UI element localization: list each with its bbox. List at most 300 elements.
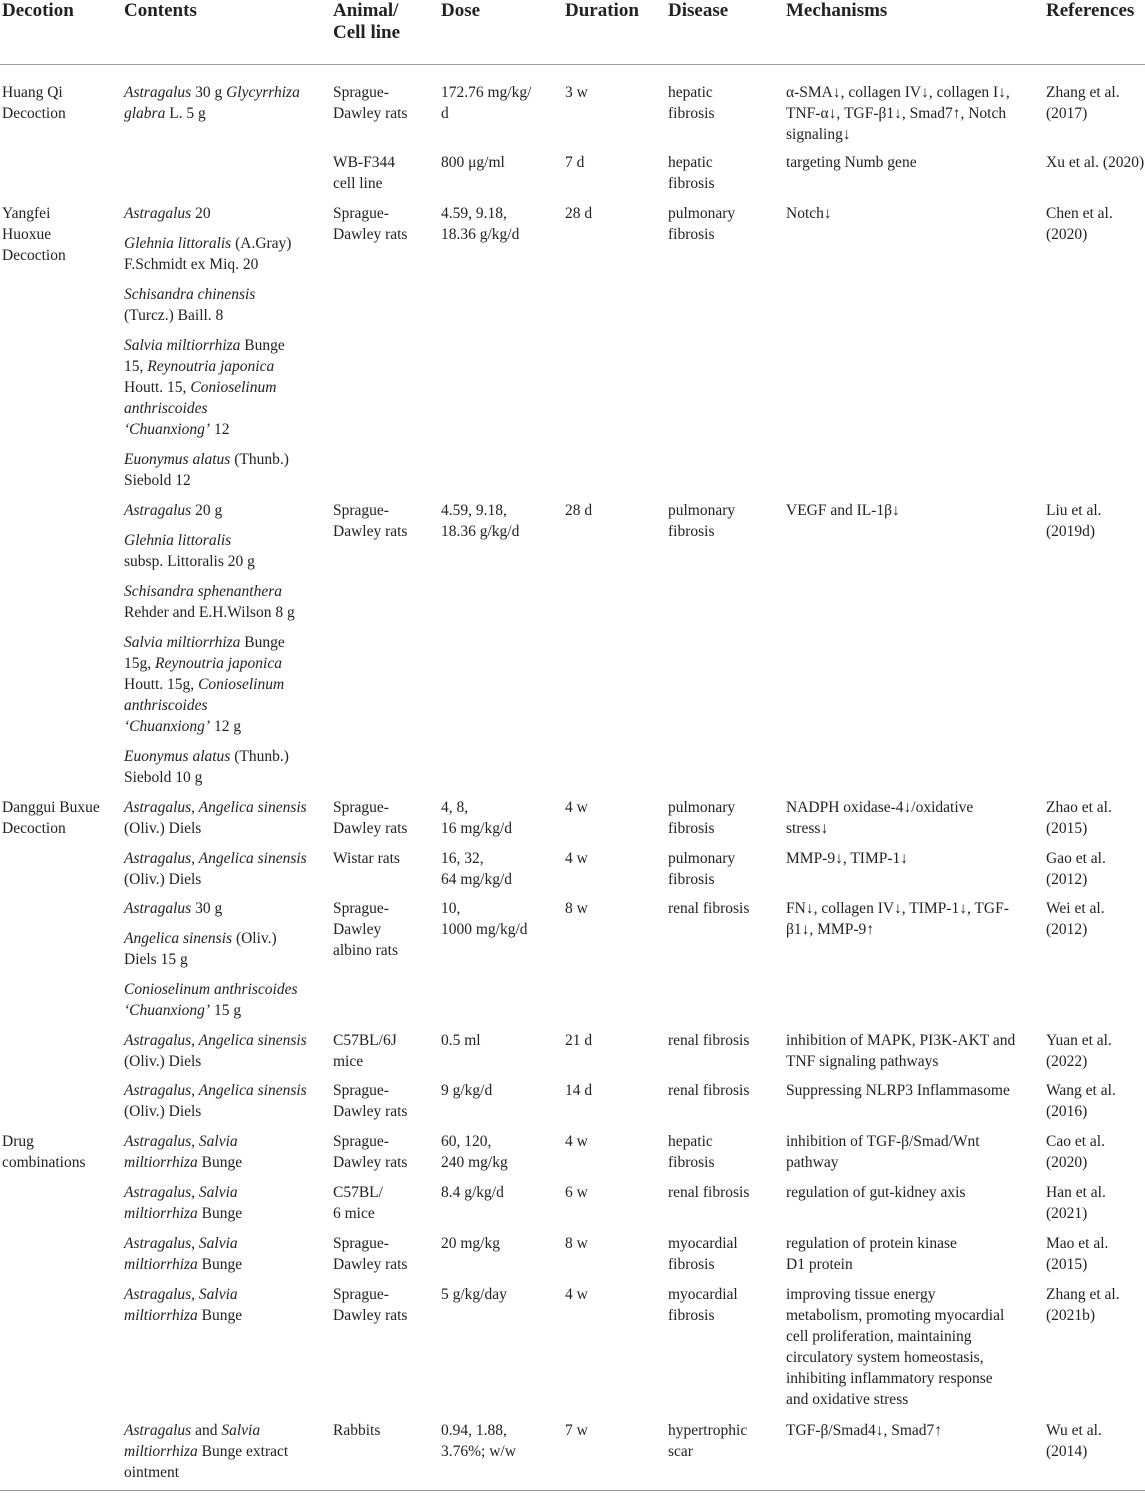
contents-text: (Oliv.) Diels bbox=[124, 820, 202, 837]
header-contents: Contents bbox=[124, 0, 197, 21]
animal-cell-line: Dawley rats bbox=[333, 1154, 408, 1171]
mechanisms-cell bbox=[786, 797, 1032, 839]
references-cell bbox=[1046, 203, 1145, 245]
mechanisms-cell-line: inhibiting inflammatory response bbox=[786, 1370, 993, 1387]
species-name: miltiorrhiza bbox=[124, 1256, 198, 1273]
duration-cell bbox=[565, 152, 657, 173]
animal-cell bbox=[333, 500, 429, 542]
animal-cell-line: Dawley rats bbox=[333, 1307, 408, 1324]
contents-cell bbox=[124, 1131, 320, 1173]
references-cell bbox=[1046, 152, 1145, 173]
decotion-cell-line: Yangfei bbox=[2, 205, 51, 222]
disease-cell-line: renal fibrosis bbox=[668, 1184, 750, 1201]
references-cell-line: (2021) bbox=[1046, 1205, 1088, 1222]
references-cell-line: (2020) bbox=[1046, 1154, 1088, 1171]
dose-cell bbox=[441, 203, 553, 245]
mechanisms-cell-line: regulation of protein kinase bbox=[786, 1235, 957, 1252]
references-cell-line: Zhang et al. bbox=[1046, 1286, 1120, 1303]
animal-cell bbox=[333, 898, 429, 961]
references-cell-line: (2015) bbox=[1046, 1256, 1088, 1273]
species-name: Conioselinum anthriscoides bbox=[124, 981, 298, 998]
duration-cell-line: 28 d bbox=[565, 205, 593, 222]
duration-cell-line: 4 w bbox=[565, 850, 588, 867]
species-name: Salvia miltiorrhiza bbox=[124, 337, 241, 354]
contents-item bbox=[124, 1233, 320, 1275]
references-cell bbox=[1046, 82, 1145, 124]
references-cell-line: (2015) bbox=[1046, 820, 1088, 837]
species-name: Astragalus, Angelica sinensis bbox=[124, 1082, 307, 1099]
disease-cell bbox=[668, 1080, 776, 1101]
references-cell-line: Wu et al. bbox=[1046, 1422, 1102, 1439]
dose-cell-line: 240 mg/kg bbox=[441, 1154, 508, 1171]
contents-text: 12 bbox=[210, 421, 230, 438]
mechanisms-cell-line: α-SMA↓, collagen IV↓, collagen I↓, bbox=[786, 84, 1010, 101]
contents-text: Bunge bbox=[197, 1256, 243, 1273]
species-name: Schisandra sphenanthera bbox=[124, 583, 283, 600]
disease-cell-line: hepatic bbox=[668, 84, 713, 101]
references-cell-line: Chen et al. bbox=[1046, 205, 1113, 222]
duration-cell bbox=[565, 1030, 657, 1051]
duration-cell-line: 4 w bbox=[565, 799, 588, 816]
references-cell bbox=[1046, 1080, 1145, 1122]
decotion-cell bbox=[2, 82, 114, 124]
contents-item bbox=[124, 1420, 320, 1483]
references-cell-line: (2017) bbox=[1046, 105, 1088, 122]
animal-cell-line: C57BL/ bbox=[333, 1184, 383, 1201]
disease-cell-line: pulmonary bbox=[668, 850, 736, 867]
contents-item bbox=[124, 284, 320, 326]
species-name: Astragalus, Salvia bbox=[124, 1235, 238, 1252]
animal-cell-line: Dawley rats bbox=[333, 820, 408, 837]
duration-cell-line: 14 d bbox=[565, 1082, 593, 1099]
decotion-cell bbox=[2, 1131, 114, 1173]
contents-text: L. 5 g bbox=[165, 105, 206, 122]
mechanisms-cell-line: VEGF and IL-1β↓ bbox=[786, 502, 900, 519]
dose-cell bbox=[441, 1284, 553, 1305]
contents-text: Diels 15 g bbox=[124, 951, 188, 968]
animal-cell-line: Dawley rats bbox=[333, 1256, 408, 1273]
disease-cell-line: myocardial bbox=[668, 1235, 738, 1252]
duration-cell-line: 7 w bbox=[565, 1422, 588, 1439]
mechanisms-cell-line: pathway bbox=[786, 1154, 839, 1171]
references-cell bbox=[1046, 1233, 1145, 1275]
dose-cell bbox=[441, 898, 553, 940]
references-cell-line: (2020) bbox=[1046, 226, 1088, 243]
dose-cell bbox=[441, 797, 553, 839]
references-cell-line: Gao et al. bbox=[1046, 850, 1106, 867]
disease-cell bbox=[668, 1131, 776, 1173]
disease-cell bbox=[668, 1030, 776, 1051]
contents-text: 15, bbox=[124, 358, 148, 375]
references-cell-line: Zhang et al. bbox=[1046, 84, 1120, 101]
species-name: ‘Chuanxiong’ bbox=[124, 421, 211, 438]
duration-cell bbox=[565, 1080, 657, 1101]
contents-text: ointment bbox=[124, 1464, 180, 1481]
duration-cell-line: 21 d bbox=[565, 1032, 593, 1049]
contents-item bbox=[124, 928, 320, 970]
dose-cell-line: 5 g/kg/day bbox=[441, 1286, 507, 1303]
contents-cell bbox=[124, 898, 320, 1021]
disease-cell-line: renal fibrosis bbox=[668, 1032, 750, 1049]
references-cell-line: (2012) bbox=[1046, 921, 1088, 938]
contents-item bbox=[124, 746, 320, 788]
animal-cell-line: Dawley rats bbox=[333, 1103, 408, 1120]
disease-cell-line: fibrosis bbox=[668, 1256, 715, 1273]
mechanisms-cell bbox=[786, 1182, 1032, 1203]
disease-cell-line: hepatic bbox=[668, 1133, 713, 1150]
species-name: Astragalus bbox=[124, 84, 192, 101]
contents-cell bbox=[124, 1284, 320, 1326]
animal-cell bbox=[333, 797, 429, 839]
references-cell bbox=[1046, 1284, 1145, 1326]
contents-text: Bunge bbox=[197, 1205, 243, 1222]
contents-item bbox=[124, 500, 320, 521]
header-dose: Dose bbox=[441, 0, 481, 21]
contents-cell bbox=[124, 1182, 320, 1224]
contents-item bbox=[124, 632, 320, 737]
species-name: Reynoutria japonica bbox=[147, 358, 275, 375]
contents-cell bbox=[124, 1080, 320, 1122]
animal-cell-line: Sprague- bbox=[333, 502, 389, 519]
references-cell-line: Yuan et al. bbox=[1046, 1032, 1112, 1049]
species-name: ‘Chuanxiong’ bbox=[124, 718, 211, 735]
references-cell-line: Mao et al. bbox=[1046, 1235, 1109, 1252]
mechanisms-cell bbox=[786, 82, 1032, 145]
animal-cell bbox=[333, 1233, 429, 1275]
animal-cell-line: Dawley bbox=[333, 921, 382, 938]
table-bottom-rule bbox=[0, 1490, 1145, 1491]
references-cell-line: Wang et al. bbox=[1046, 1082, 1116, 1099]
mechanisms-cell-line: and oxidative stress bbox=[786, 1391, 909, 1408]
animal-cell-line: Rabbits bbox=[333, 1422, 381, 1439]
disease-cell bbox=[668, 203, 776, 245]
species-name: Schisandra chinensis bbox=[124, 286, 256, 303]
animal-cell bbox=[333, 1030, 429, 1072]
animal-cell-line: Sprague- bbox=[333, 1286, 389, 1303]
disease-cell bbox=[668, 1182, 776, 1203]
contents-text: 20 bbox=[191, 205, 211, 222]
duration-cell bbox=[565, 500, 657, 521]
mechanisms-cell bbox=[786, 1284, 1032, 1410]
duration-cell-line: 28 d bbox=[565, 502, 593, 519]
dose-cell-line: 16 mg/kg/d bbox=[441, 820, 513, 837]
animal-cell bbox=[333, 1080, 429, 1122]
mechanisms-cell-line: inhibition of MAPK, PI3K-AKT and bbox=[786, 1032, 1016, 1049]
dose-cell-line: 172.76 mg/kg/ bbox=[441, 84, 532, 101]
dose-cell-line: 16, 32, bbox=[441, 850, 484, 867]
dose-cell-line: 0.94, 1.88, bbox=[441, 1422, 507, 1439]
contents-cell bbox=[124, 1233, 320, 1275]
mechanisms-cell bbox=[786, 1131, 1032, 1173]
references-cell bbox=[1046, 797, 1145, 839]
animal-cell-line: Sprague- bbox=[333, 1133, 389, 1150]
disease-cell bbox=[668, 848, 776, 890]
disease-cell-line: renal fibrosis bbox=[668, 900, 750, 917]
decotion-cell bbox=[2, 203, 114, 266]
species-name: Salvia bbox=[221, 1422, 261, 1439]
animal-cell bbox=[333, 848, 429, 869]
mechanisms-cell-line: Notch↓ bbox=[786, 205, 832, 222]
dose-cell bbox=[441, 1182, 553, 1203]
disease-cell-line: scar bbox=[668, 1443, 693, 1460]
duration-cell bbox=[565, 898, 657, 919]
contents-item bbox=[124, 848, 320, 890]
contents-text: (Thunb.) bbox=[230, 748, 289, 765]
animal-cell-line: Dawley rats bbox=[333, 105, 408, 122]
dose-cell-line: 10, bbox=[441, 900, 461, 917]
dose-cell bbox=[441, 82, 553, 124]
decotion-cell-line: combinations bbox=[2, 1154, 86, 1171]
animal-cell-line: mice bbox=[333, 1053, 364, 1070]
mechanisms-cell-line: TNF signaling pathways bbox=[786, 1053, 939, 1070]
disease-cell-line: pulmonary bbox=[668, 799, 736, 816]
dose-cell-line: 18.36 g/kg/d bbox=[441, 523, 520, 540]
disease-cell-line: fibrosis bbox=[668, 871, 715, 888]
contents-text: Siebold 12 bbox=[124, 472, 191, 489]
references-cell bbox=[1046, 1182, 1145, 1224]
disease-cell-line: fibrosis bbox=[668, 175, 715, 192]
header-animal-line2: Cell line bbox=[333, 22, 401, 43]
species-name: glabra bbox=[124, 105, 166, 122]
species-name: Astragalus, Salvia bbox=[124, 1133, 238, 1150]
disease-cell-line: fibrosis bbox=[668, 105, 715, 122]
references-cell bbox=[1046, 898, 1145, 940]
contents-text: Rehder and E.H.Wilson 8 g bbox=[124, 604, 295, 621]
species-name: miltiorrhiza bbox=[124, 1307, 198, 1324]
duration-cell bbox=[565, 82, 657, 103]
dose-cell-line: 8.4 g/kg/d bbox=[441, 1184, 504, 1201]
contents-item bbox=[124, 898, 320, 919]
contents-text: and bbox=[191, 1422, 222, 1439]
mechanisms-cell-line: inhibition of TGF-β/Smad/Wnt bbox=[786, 1133, 980, 1150]
mechanisms-cell bbox=[786, 203, 1032, 224]
animal-cell-line: Wistar rats bbox=[333, 850, 400, 867]
contents-item bbox=[124, 449, 320, 491]
references-cell-line: (2016) bbox=[1046, 1103, 1088, 1120]
references-cell-line: Liu et al. bbox=[1046, 502, 1102, 519]
contents-item bbox=[124, 335, 320, 440]
contents-cell bbox=[124, 500, 320, 788]
disease-cell bbox=[668, 82, 776, 124]
contents-text: 15g, bbox=[124, 655, 155, 672]
species-name: Astragalus, Angelica sinensis bbox=[124, 1032, 307, 1049]
species-name: Astragalus bbox=[124, 502, 192, 519]
animal-cell bbox=[333, 1284, 429, 1326]
duration-cell bbox=[565, 1420, 657, 1441]
duration-cell-line: 8 w bbox=[565, 900, 588, 917]
contents-text: (Oliv.) Diels bbox=[124, 1053, 202, 1070]
header-disease: Disease bbox=[668, 0, 729, 21]
contents-cell bbox=[124, 848, 320, 890]
mechanisms-cell-line: MMP-9↓, TIMP-1↓ bbox=[786, 850, 909, 867]
contents-text: Bunge bbox=[240, 337, 285, 354]
decotion-cell bbox=[2, 797, 114, 839]
references-cell-line: (2021b) bbox=[1046, 1307, 1096, 1324]
references-cell-line: (2022) bbox=[1046, 1053, 1088, 1070]
animal-cell-line: Sprague- bbox=[333, 900, 389, 917]
contents-text: Houtt. 15g, bbox=[124, 676, 199, 693]
mechanisms-cell-line: β1↓, MMP-9↑ bbox=[786, 921, 874, 938]
species-name: Glehnia littoralis bbox=[124, 235, 232, 252]
references-cell-line: Xu et al. (2020) bbox=[1046, 154, 1145, 171]
dose-cell-line: 4.59, 9.18, bbox=[441, 502, 507, 519]
animal-cell bbox=[333, 1131, 429, 1173]
disease-cell bbox=[668, 1233, 776, 1275]
species-name: Conioselinum bbox=[190, 379, 277, 396]
dose-cell-line: 1000 mg/kg/d bbox=[441, 921, 528, 938]
mechanisms-cell bbox=[786, 1420, 1032, 1441]
duration-cell-line: 7 d bbox=[565, 154, 585, 171]
animal-cell-line: Sprague- bbox=[333, 1235, 389, 1252]
species-name: Euonymus alatus bbox=[124, 451, 231, 468]
duration-cell-line: 6 w bbox=[565, 1184, 588, 1201]
references-cell bbox=[1046, 500, 1145, 542]
contents-item bbox=[124, 1284, 320, 1326]
mechanisms-cell-line: FN↓, collagen IV↓, TIMP-1↓, TGF- bbox=[786, 900, 1009, 917]
contents-text: Houtt. 15, bbox=[124, 379, 191, 396]
contents-text: (Oliv.) bbox=[232, 930, 277, 947]
references-cell bbox=[1046, 1131, 1145, 1173]
species-name: Euonymus alatus bbox=[124, 748, 231, 765]
decotion-cell-line: Huang Qi bbox=[2, 84, 63, 101]
species-name: Astragalus bbox=[124, 205, 192, 222]
animal-cell bbox=[333, 1420, 429, 1441]
dose-cell-line: 800 μg/ml bbox=[441, 154, 505, 171]
disease-cell-line: fibrosis bbox=[668, 1307, 715, 1324]
species-name: Astragalus bbox=[124, 900, 192, 917]
header-duration: Duration bbox=[565, 0, 639, 21]
animal-cell-line: WB-F344 bbox=[333, 154, 395, 171]
dose-cell-line: 18.36 g/kg/d bbox=[441, 226, 520, 243]
disease-cell-line: fibrosis bbox=[668, 1154, 715, 1171]
mechanisms-cell bbox=[786, 848, 1032, 869]
references-cell-line: (2012) bbox=[1046, 871, 1088, 888]
animal-cell-line: C57BL/6J bbox=[333, 1032, 397, 1049]
animal-cell-line: Dawley rats bbox=[333, 523, 408, 540]
contents-item bbox=[124, 82, 320, 124]
dose-cell-line: 0.5 ml bbox=[441, 1032, 481, 1049]
decotion-cell-line: Danggui Buxue bbox=[2, 799, 100, 816]
species-name: Angelica sinensis bbox=[124, 930, 233, 947]
disease-cell-line: fibrosis bbox=[668, 820, 715, 837]
animal-cell bbox=[333, 82, 429, 124]
disease-cell-line: pulmonary bbox=[668, 502, 736, 519]
contents-text: 20 g bbox=[191, 502, 223, 519]
animal-cell bbox=[333, 1182, 429, 1224]
references-cell bbox=[1046, 848, 1145, 890]
animal-cell-line: Sprague- bbox=[333, 84, 389, 101]
header-references: References bbox=[1046, 0, 1135, 21]
header-mechanisms: Mechanisms bbox=[786, 0, 888, 21]
duration-cell bbox=[565, 1131, 657, 1152]
disease-cell bbox=[668, 1284, 776, 1326]
dose-cell-line: 64 mg/kg/d bbox=[441, 871, 513, 888]
header-animal-line1: Animal/ bbox=[333, 0, 399, 21]
duration-cell bbox=[565, 1284, 657, 1305]
contents-text: subsp. Littoralis 20 g bbox=[124, 553, 255, 570]
decotion-cell-line: Huoxue bbox=[2, 226, 52, 243]
duration-cell-line: 4 w bbox=[565, 1133, 588, 1150]
mechanisms-cell bbox=[786, 898, 1032, 940]
species-name: Astragalus, Angelica sinensis bbox=[124, 799, 307, 816]
disease-cell bbox=[668, 1420, 776, 1462]
mechanisms-cell bbox=[786, 500, 1032, 521]
duration-cell-line: 3 w bbox=[565, 84, 588, 101]
contents-item bbox=[124, 797, 320, 839]
mechanisms-cell-line: signaling↓ bbox=[786, 126, 851, 143]
animal-cell-line: Sprague- bbox=[333, 205, 389, 222]
dose-cell bbox=[441, 1131, 553, 1173]
contents-cell bbox=[124, 82, 320, 124]
mechanisms-cell-line: TGF-β/Smad4↓, Smad7↑ bbox=[786, 1422, 942, 1439]
disease-cell-line: hepatic bbox=[668, 154, 713, 171]
contents-item bbox=[124, 979, 320, 1021]
dose-cell bbox=[441, 152, 553, 173]
species-name: anthriscoides bbox=[124, 697, 208, 714]
decotion-cell-line: Decoction bbox=[2, 105, 66, 122]
disease-cell bbox=[668, 797, 776, 839]
animal-cell bbox=[333, 152, 429, 194]
dose-cell-line: 20 mg/kg bbox=[441, 1235, 500, 1252]
species-name: ‘Chuanxiong’ bbox=[124, 1002, 211, 1019]
mechanisms-cell-line: D1 protein bbox=[786, 1256, 853, 1273]
animal-cell-line: 6 mice bbox=[333, 1205, 375, 1222]
decotion-cell-line: Decoction bbox=[2, 820, 66, 837]
dose-cell bbox=[441, 1080, 553, 1101]
contents-text: Bunge bbox=[197, 1307, 243, 1324]
dose-cell-line: 4, 8, bbox=[441, 799, 469, 816]
dose-cell bbox=[441, 848, 553, 890]
references-cell-line: Han et al. bbox=[1046, 1184, 1106, 1201]
duration-cell bbox=[565, 1233, 657, 1254]
decotion-cell-line: Drug bbox=[2, 1133, 34, 1150]
dose-cell-line: 9 g/kg/d bbox=[441, 1082, 493, 1099]
duration-cell bbox=[565, 797, 657, 818]
dose-cell-line: 3.76%; w/w bbox=[441, 1443, 516, 1460]
disease-cell-line: fibrosis bbox=[668, 226, 715, 243]
contents-text: (A.Gray) bbox=[231, 235, 292, 252]
contents-item bbox=[124, 203, 320, 224]
contents-text: Bunge bbox=[197, 1154, 243, 1171]
contents-item bbox=[124, 233, 320, 275]
contents-item bbox=[124, 1131, 320, 1173]
animal-cell-line: albino rats bbox=[333, 942, 398, 959]
table-header bbox=[0, 0, 1145, 65]
references-cell-line: Cao et al. bbox=[1046, 1133, 1105, 1150]
mechanisms-cell-line: regulation of gut-kidney axis bbox=[786, 1184, 966, 1201]
animal-cell-line: Sprague- bbox=[333, 1082, 389, 1099]
species-name: Glehnia littoralis bbox=[124, 532, 232, 549]
contents-text: Bunge bbox=[240, 634, 285, 651]
contents-cell bbox=[124, 1420, 320, 1483]
disease-cell-line: fibrosis bbox=[668, 523, 715, 540]
mechanisms-cell-line: targeting Numb gene bbox=[786, 154, 917, 171]
species-name: Astragalus bbox=[124, 1422, 192, 1439]
mechanisms-cell-line: circulatory system homeostasis, bbox=[786, 1349, 984, 1366]
contents-item bbox=[124, 1080, 320, 1122]
duration-cell bbox=[565, 1182, 657, 1203]
references-cell-line: (2014) bbox=[1046, 1443, 1088, 1460]
mechanisms-cell-line: cell proliferation, maintaining bbox=[786, 1328, 972, 1345]
disease-cell bbox=[668, 152, 776, 194]
disease-cell-line: pulmonary bbox=[668, 205, 736, 222]
duration-cell bbox=[565, 203, 657, 224]
contents-cell bbox=[124, 1030, 320, 1072]
contents-text: F.Schmidt ex Miq. 20 bbox=[124, 256, 259, 273]
mechanisms-cell bbox=[786, 1080, 1032, 1101]
species-name: Conioselinum bbox=[198, 676, 285, 693]
mechanisms-cell bbox=[786, 1030, 1032, 1072]
